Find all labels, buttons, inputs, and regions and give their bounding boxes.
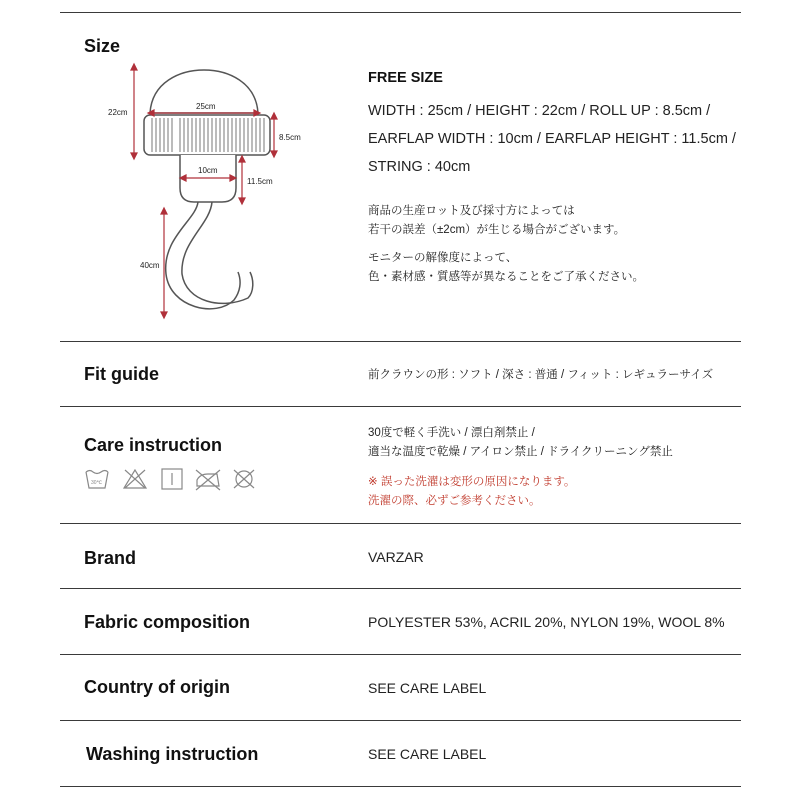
size-spec-line: EARFLAP WIDTH : 10cm / EARFLAP HEIGHT : 11.5cm / bbox=[368, 131, 736, 147]
care-line: 30度で軽く手洗い / 漂白剤禁止 / bbox=[368, 427, 535, 439]
hat-rollup-band bbox=[144, 115, 270, 155]
fabric-composition-heading: Fabric composition bbox=[84, 612, 251, 632]
earflap-width-label: 10cm bbox=[198, 166, 218, 175]
divider-bottom bbox=[60, 786, 741, 787]
fit-guide-value: 前クラウンの形 : ソフト / 深さ : 普通 / フィット : レギュラーサイズ bbox=[368, 369, 714, 381]
no-bleach-icon bbox=[124, 470, 146, 488]
width-label: 25cm bbox=[196, 102, 216, 111]
divider-care bbox=[60, 523, 741, 524]
dry-icon bbox=[162, 469, 182, 489]
brand-value: VARZAR bbox=[368, 549, 424, 565]
country-of-origin-value: SEE CARE LABEL bbox=[368, 680, 487, 696]
height-label: 22cm bbox=[108, 108, 128, 117]
care-line: 適当な温度で乾燥 / アイロン禁止 / ドライクリーニング禁止 bbox=[368, 446, 673, 458]
string-label: 40cm bbox=[140, 261, 160, 270]
divider-fit bbox=[60, 406, 741, 407]
wash-temp-label: 30℃ bbox=[91, 480, 103, 486]
size-note-line: 若干の誤差（±2cm）が生じる場合がございます。 bbox=[368, 224, 626, 236]
care-icons bbox=[84, 466, 264, 492]
size-note-line: 色・素材感・質感等が異なることをご了承ください。 bbox=[368, 271, 644, 283]
hat-string bbox=[166, 202, 240, 309]
free-size-title: FREE SIZE bbox=[368, 70, 443, 86]
care-warning-line: 洗濯の際、必ずご参考ください。 bbox=[368, 495, 541, 507]
size-note-line: モニターの解像度によって、 bbox=[368, 252, 518, 264]
divider-origin bbox=[60, 720, 741, 721]
hat-measurement-diagram bbox=[100, 60, 315, 325]
size-heading: Size bbox=[84, 36, 121, 56]
care-warning-line: ※ 誤った洗濯は変形の原因になります。 bbox=[368, 476, 576, 488]
washing-instruction-heading: Washing instruction bbox=[86, 744, 259, 764]
fit-guide-heading: Fit guide bbox=[84, 364, 159, 384]
care-instruction-heading: Care instruction bbox=[84, 435, 223, 455]
rollup-label: 8.5cm bbox=[279, 133, 301, 142]
size-spec-line: WIDTH : 25cm / HEIGHT : 22cm / ROLL UP : 8.5cm / bbox=[368, 103, 711, 119]
divider-brand bbox=[60, 588, 741, 589]
fabric-composition-value: POLYESTER 53%, ACRIL 20%, NYLON 19%, WOOL 8% bbox=[368, 614, 725, 630]
divider-fabric bbox=[60, 654, 741, 655]
hat-string bbox=[182, 202, 253, 303]
divider-size bbox=[60, 341, 741, 342]
country-of-origin-heading: Country of origin bbox=[84, 677, 230, 697]
no-dry-clean-icon bbox=[234, 470, 254, 488]
washing-instruction-value: SEE CARE LABEL bbox=[368, 746, 487, 762]
hand-wash-30-icon bbox=[86, 471, 108, 489]
size-spec-line: STRING : 40cm bbox=[368, 159, 471, 175]
earflap-height-label: 11.5cm bbox=[247, 177, 273, 186]
divider-top bbox=[60, 12, 741, 13]
brand-heading: Brand bbox=[84, 548, 137, 568]
size-note-line: 商品の生産ロット及び採寸方によっては bbox=[368, 205, 575, 217]
no-iron-icon bbox=[196, 470, 220, 490]
